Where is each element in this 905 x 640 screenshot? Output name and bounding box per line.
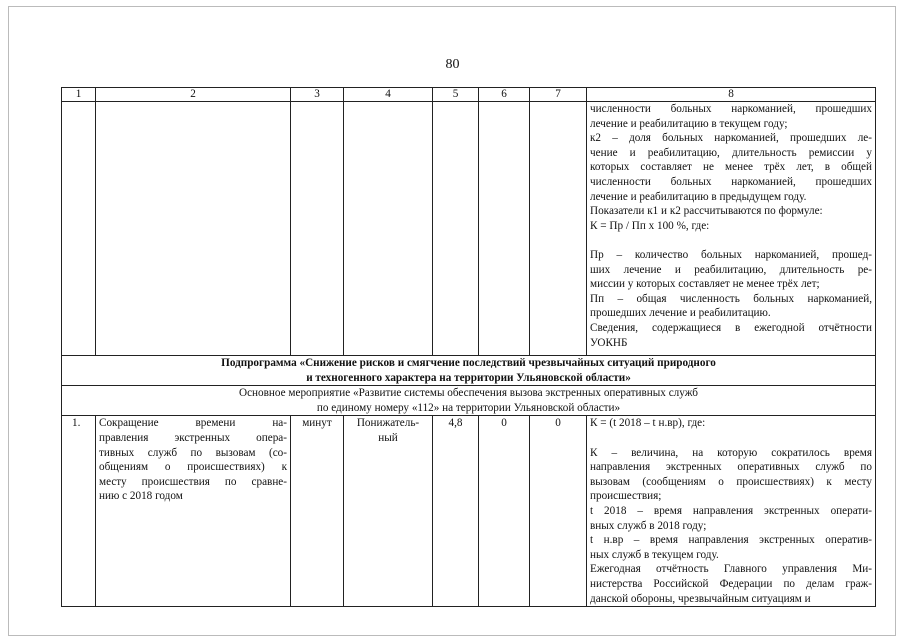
- text-line: к2 – доля больных наркоманией, прошедших ле-: [590, 132, 872, 145]
- text-line: Пп – общая численность больных наркоманией,: [590, 292, 872, 305]
- text-line: прошедших лечение и реабилитацию.: [590, 307, 771, 320]
- unit-cell: минут: [291, 416, 344, 607]
- header-cell: 7: [530, 88, 587, 102]
- subprogram-title: Подпрограмма «Снижение рисков и смягчение последствий чрезвычайных ситуаций природного и техногенного характера на территории Ульяновской области»: [62, 356, 876, 386]
- calculation-method-cell: [587, 416, 876, 607]
- text-line: К – величина, на которую сократилось время: [590, 446, 872, 459]
- text-line: вных служб в 2018 году;: [590, 519, 707, 532]
- value-cell: 4,8: [433, 416, 479, 607]
- main-event-title: Основное мероприятие «Развитие системы обеспечения вызова экстренных оперативных служб по единому номеру «112» на территории Ульяновской области»: [62, 386, 876, 416]
- text-line: t 2018 – время направления экстренных операти-: [590, 504, 872, 517]
- calculation-method-cell: [587, 102, 876, 356]
- header-cell: 3: [291, 88, 344, 102]
- text-line: общениям о происшествиях) к: [99, 461, 287, 474]
- text-line: ных служб в текущем году.: [590, 548, 719, 561]
- text-line: данской обороны, чрезвычайным ситуациям и: [590, 592, 811, 605]
- text-line: численности больных наркоманией, прошедших: [590, 175, 872, 188]
- text-line: нию с 2018 годом: [99, 490, 183, 503]
- text-line: вызовам (сообщениям о происшествиях) к месту: [590, 475, 872, 488]
- header-cell: 8: [587, 88, 876, 102]
- header-cell: 4: [344, 88, 433, 102]
- header-cell: 1: [62, 88, 96, 102]
- text-line: t н.вр – время направления экстренных оператив-: [590, 534, 872, 547]
- text-line: Пр – количество больных наркоманией, прошед-: [590, 248, 872, 261]
- text-line: [590, 233, 872, 248]
- subprogram-row: [62, 356, 876, 386]
- text-line: месту происшествия по сравне-: [99, 475, 287, 488]
- text-line: Сведения, содержащиеся в ежегодной отчётности: [590, 321, 872, 334]
- text-line: УОКНБ: [590, 336, 628, 349]
- text-line: К = (t 2018 – t н.вр), где:: [590, 417, 706, 430]
- text-line: численности больных наркоманией, прошедших: [590, 103, 872, 115]
- table-row-continuation: [62, 102, 876, 356]
- page-number: 80: [445, 57, 460, 72]
- text-line: Показатели к1 и к2 рассчитываются по формуле:: [590, 205, 823, 218]
- table-header-row: [62, 88, 876, 102]
- text-line: лечение и реабилитацию в текущем году;: [590, 117, 788, 130]
- value-cell: 0: [530, 416, 587, 607]
- header-cell: 5: [433, 88, 479, 102]
- indicators-table: [61, 87, 876, 607]
- text-line: лечение и реабилитацию в предыдущем году.: [590, 190, 807, 203]
- text-line: происшествия;: [590, 490, 662, 503]
- indicator-name: [96, 416, 291, 607]
- text-line: К = Пр / Пп х 100 %, где:: [590, 219, 710, 232]
- row-number: 1.: [62, 416, 96, 607]
- text-line: которых составляет не менее трёх лет, в общей: [590, 161, 872, 174]
- table-row: [62, 416, 876, 607]
- text-line: тивных служб по вызовам (со-: [99, 446, 287, 459]
- main-event-row: [62, 386, 876, 416]
- value-cell: 0: [479, 416, 530, 607]
- text-line: нистерства Российской Федерации по делам граж-: [590, 577, 872, 590]
- header-cell: 2: [96, 88, 291, 102]
- text-line: чение и реабилитацию, длительность ремиссии у: [590, 146, 872, 159]
- text-line: миссии у которых составляет не менее трёх лет;: [590, 278, 820, 291]
- text-line: ших лечение и реабилитацию, длительность ре-: [590, 263, 872, 276]
- trend-cell: Понижатель- ный: [344, 416, 433, 607]
- text-line: [590, 431, 872, 446]
- text-line: Ежегодная отчётность Главного управления Ми-: [590, 563, 872, 576]
- text-line: Сокращение времени на-: [99, 417, 287, 430]
- text-line: правления экстренных опера-: [99, 431, 287, 444]
- text-line: направления экстренных оперативных служб по: [590, 461, 872, 474]
- header-cell: 6: [479, 88, 530, 102]
